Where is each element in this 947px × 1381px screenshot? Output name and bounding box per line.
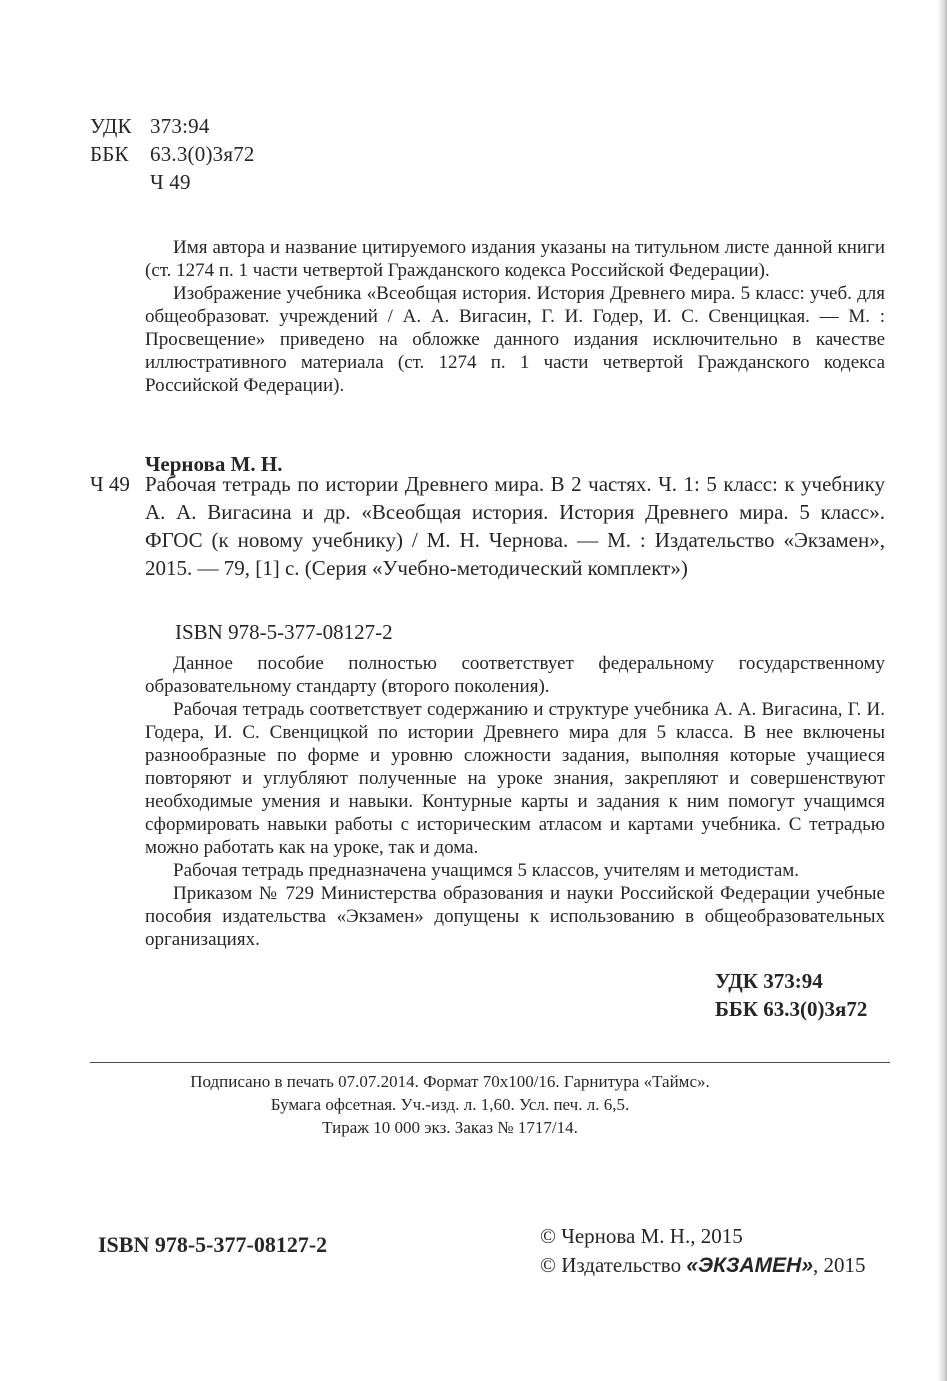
imprint-line: Тираж 10 000 экз. Заказ № 1717/14.: [322, 1118, 578, 1137]
udk-value: 373:94: [150, 114, 210, 138]
author-mark: Ч 49: [150, 170, 191, 194]
annotation-paragraph: Рабочая тетрадь соответствует содержанию и структуре учебника А. А. Вигасина, Г. И. Годера, И. С. Свенцицкой по истории Древнего мира для 5 класса. В нее включены разнообразные по форме и уровню сложности задания, выполняя которые учащиеся повторяют и углубляют полученные на уроке знания, закрепляют и совершенствуют необходимые умения и навыки. Контурные карты и задания к ним помогут учащимся сформировать навыки работы с историческим атласом и картами учебника. С тетрадью можно работать как на уроке, так и дома.: [145, 699, 885, 858]
imprint-divider: [90, 1062, 890, 1063]
classification-codes: [90, 112, 255, 196]
annotation-paragraph: Рабочая тетрадь предназначена учащимся 5 классов, учителям и методистам.: [173, 860, 800, 881]
copyright-publisher: [540, 1251, 866, 1280]
imprint-line: Бумага офсетная. Уч.-изд. л. 1,60. Усл. печ. л. 6,5.: [270, 1095, 630, 1114]
final-bbk: ББК 63.3(0)3я72: [715, 997, 868, 1021]
biblio-author-mark: Ч 49: [90, 472, 130, 496]
final-udk: УДК 373:94: [715, 969, 823, 993]
imprint: [90, 1070, 890, 1139]
annotation: [145, 652, 885, 951]
legal-notes: [145, 236, 885, 397]
isbn-footer: ISBN 978-5-377-08127-2: [98, 1232, 328, 1257]
copyright-publisher-year: , 2015: [813, 1253, 866, 1277]
publisher-brand: «ЭКЗАМЕН»: [686, 1254, 814, 1277]
annotation-paragraph: Данное пособие полностью соответствует федеральному государственному образовательному стандарту (второго поколения).: [145, 653, 885, 697]
bbk-row: [90, 140, 255, 168]
copyright-author: © Чернова М. Н., 2015: [540, 1224, 743, 1248]
legal-note: Имя автора и название цитируемого издания указаны на титульном листе данной книги (ст. 1274 п. 1 части четвертой Гражданского кодекса Российской Федерации).: [145, 237, 885, 281]
bbk-value: 63.3(0)3я72: [150, 142, 255, 166]
page-edge-shadow: [937, 0, 947, 1381]
copyright-block: [540, 1222, 866, 1280]
final-classification-codes: [715, 967, 867, 1023]
bbk-key: ББК: [90, 142, 129, 166]
isbn-record: ISBN 978-5-377-08127-2: [175, 620, 393, 644]
legal-note: Изображение учебника «Всеобщая история. История Древнего мира. 5 класс: учеб. для общеобразоват. учреждений / А. А. Вигасин, Г. И. Годер, И. С. Свенцицкая. — М. : Просвещение» приведено на обложке данного издания исключительно в качестве иллюстративного материала (ст. 1274 п. 1 части четвертой Гражданского кодекса Российской Федерации).: [145, 283, 885, 396]
imprint-line: Подписано в печать 07.07.2014. Формат 70х100/16. Гарнитура «Таймс».: [190, 1072, 710, 1091]
udk-key: УДК: [90, 114, 132, 138]
annotation-paragraph: Приказом № 729 Министерства образования и науки Российской Федерации учебные пособия издательства «Экзамен» допущены к использованию в общеобразовательных организациях.: [145, 883, 885, 950]
book-author: Чернова М. Н.: [145, 452, 283, 476]
bibliographic-record: Рабочая тетрадь по истории Древнего мира. В 2 частях. Ч. 1: 5 класс: к учебнику А. А. Вигасина и др. «Всеобщая история. История Древнего мира. 5 класс». ФГОС (к новому учебнику) / М. Н. Чернова. — М. : Издательство «Экзамен», 2015. — 79, [1] с. (Серия «Учебно-методический комплект»): [145, 472, 885, 580]
udk-row: [90, 112, 255, 140]
copyright-publisher-prefix: © Издательство: [540, 1253, 687, 1277]
